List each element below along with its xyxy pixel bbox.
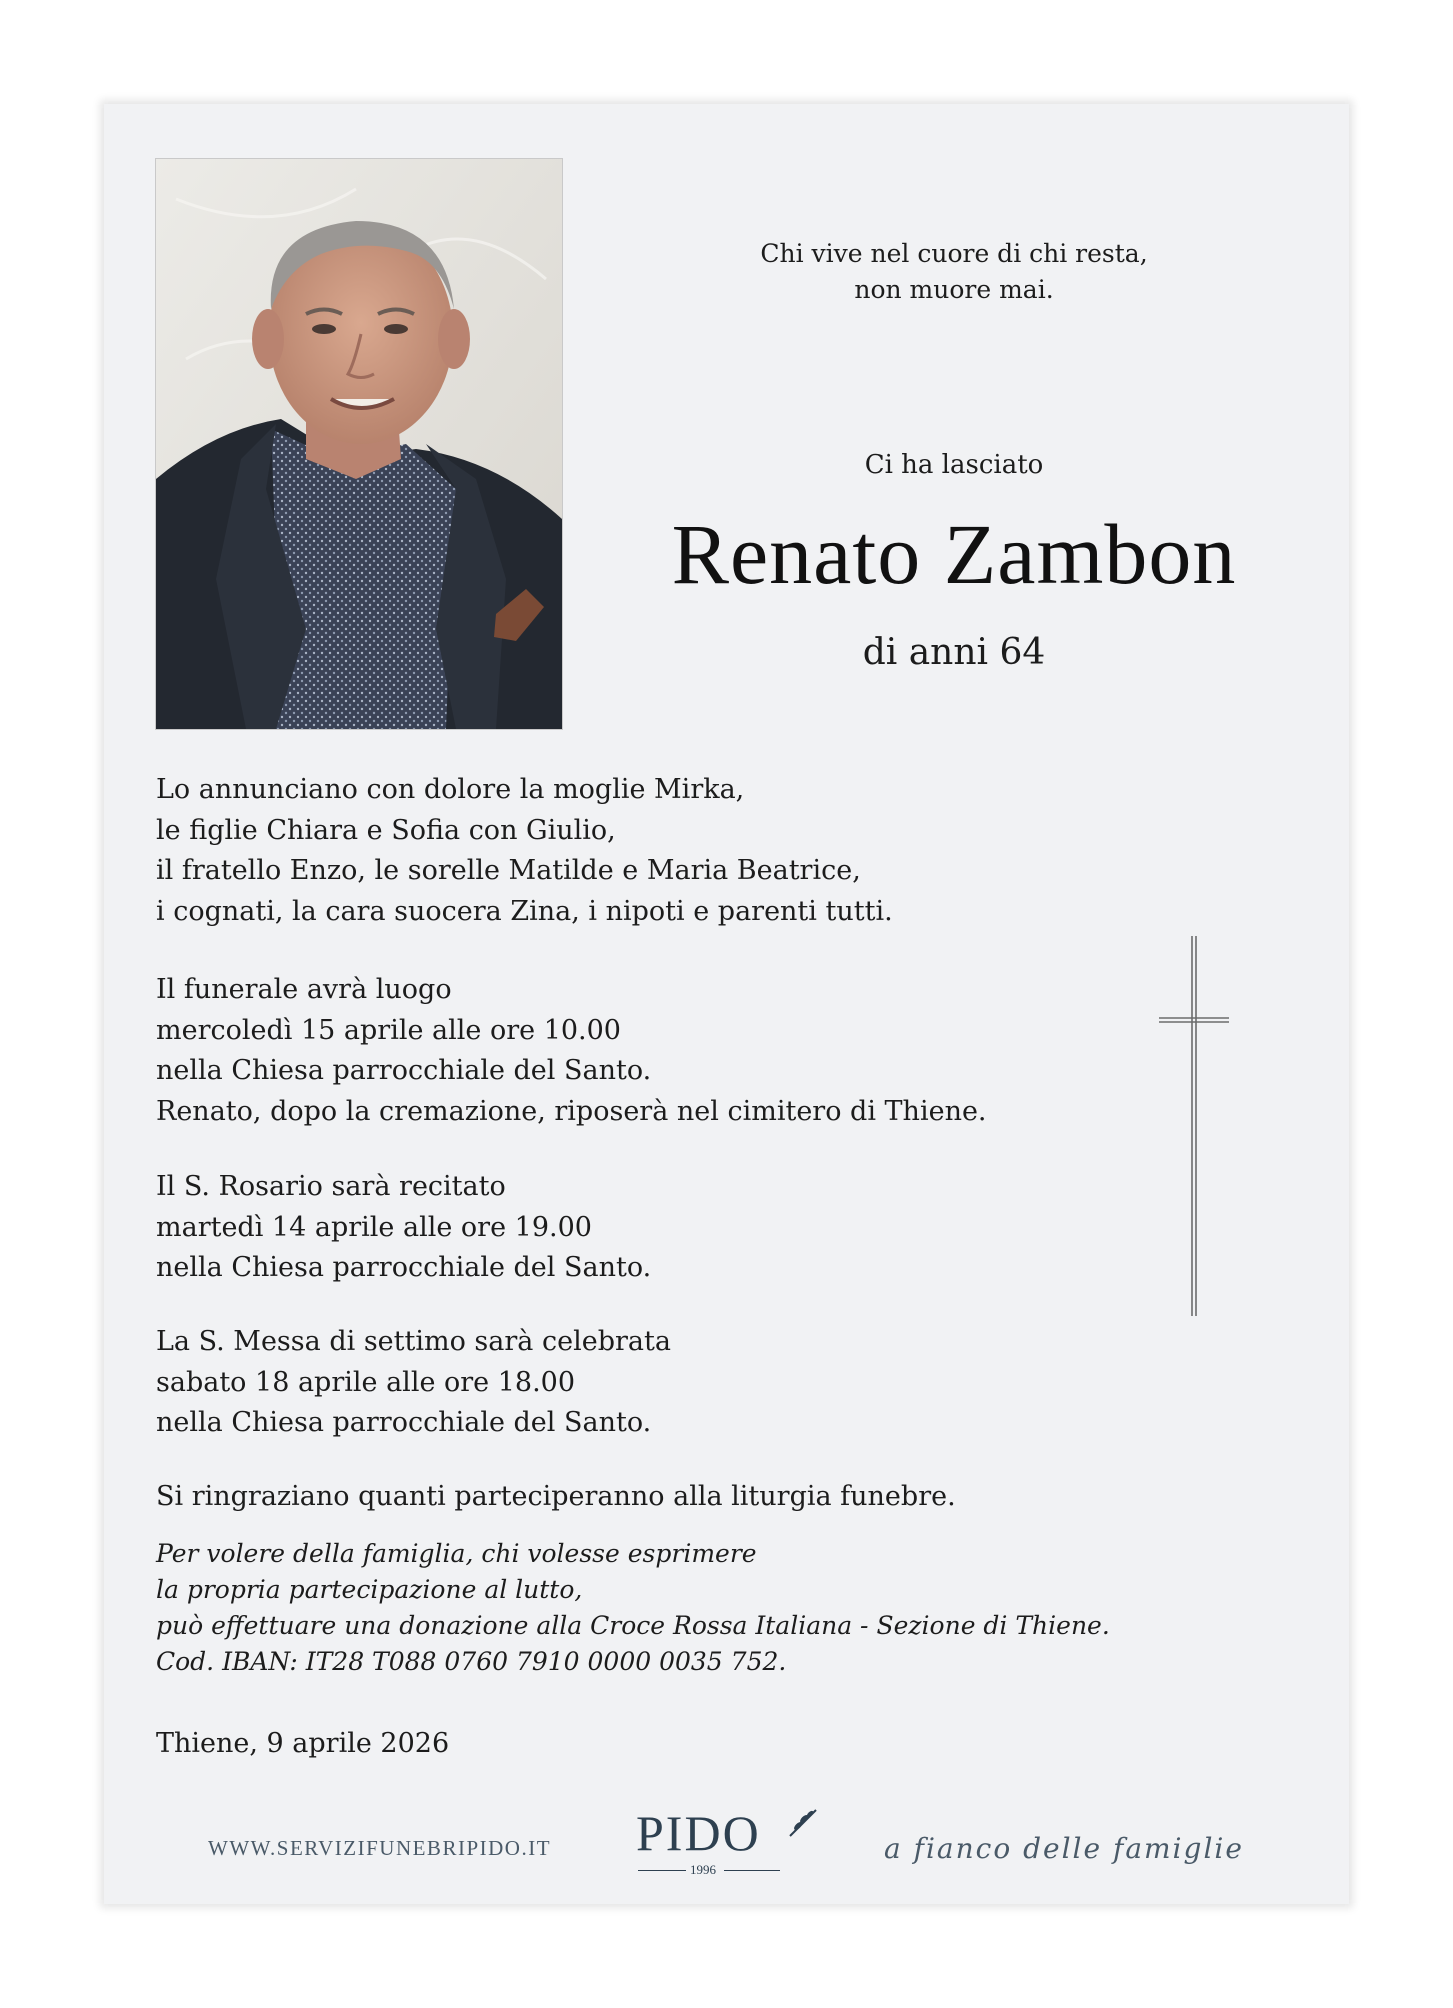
text-line: il fratello Enzo, le sorelle Matilde e Maria Beatrice, (156, 855, 861, 886)
donation-block (156, 1536, 1156, 1680)
epigraph-line: Chi vive nel cuore di chi resta, (760, 239, 1148, 268)
pido-logo (636, 1804, 816, 1879)
text-line: Per volere della famiglia, chi volesse esprimere (156, 1539, 757, 1568)
text-line: i cognati, la cara suocera Zina, i nipoti e parenti tutti. (156, 895, 893, 927)
place-date (156, 1724, 1156, 1765)
text-line: Thiene, 9 aprile 2026 (156, 1728, 450, 1759)
text-line: sabato 18 aprile alle ore 18.00 (156, 1366, 576, 1398)
text-line: può effettuare una donazione alla Croce Rossa Italiana - Sezione di Thiene. (156, 1611, 1110, 1640)
olive-branch-icon (786, 1806, 820, 1840)
deceased-name: Renato Zambon (671, 506, 1237, 602)
text-line: Il funerale avrà luogo (156, 974, 452, 1005)
tagline: a fianco delle famiglie (884, 1832, 1244, 1865)
text-line: Il S. Rosario sarà recitato (156, 1171, 506, 1202)
rosary-block (156, 1167, 1156, 1289)
text-line: la propria partecipazione al lutto, (156, 1575, 583, 1604)
logo-rule (724, 1870, 780, 1871)
text-line: Si ringraziano quanti parteciperanno alla liturgia funebre. (156, 1481, 956, 1512)
text-line: nella Chiesa parrocchiale del Santo. (156, 1252, 652, 1283)
text-line: martedì 14 aprile alle ore 19.00 (156, 1211, 592, 1243)
intro-text: Ci ha lasciato (864, 450, 1044, 480)
funeral-block (156, 970, 1156, 1132)
epigraph (654, 236, 1254, 308)
text-line: mercoledì 15 aprile alle ore 10.00 (156, 1014, 621, 1046)
cross-icon (1159, 936, 1229, 1316)
text-line: Cod. IBAN: IT28 T088 0760 7910 0000 0035 752. (156, 1647, 787, 1676)
text-line: nella Chiesa parrocchiale del Santo. (156, 1055, 652, 1086)
logo-rule (638, 1870, 686, 1871)
deceased-age: di anni 64 (862, 632, 1046, 673)
obituary-card (104, 104, 1349, 1904)
website-link[interactable]: WWW.SERVIZIFUNEBRIPIDO.IT (208, 1836, 552, 1860)
epigraph-line: non muore mai. (854, 275, 1054, 304)
portrait-illustration (156, 159, 562, 729)
text-line: Renato, dopo la cremazione, riposerà nel cimitero di Thiene. (156, 1095, 987, 1127)
logo-text: PIDO (636, 1805, 761, 1861)
text-line: nella Chiesa parrocchiale del Santo. (156, 1407, 652, 1438)
announcement-block (156, 770, 1156, 932)
text-line: Lo annunciano con dolore la moglie Mirka, (156, 774, 745, 805)
text-line: le figlie Chiara e Sofia con Giulio, (156, 814, 616, 846)
mass-block (156, 1322, 1156, 1444)
thanks-block (156, 1477, 1156, 1518)
text-line: La S. Messa di settimo sarà celebrata (156, 1326, 671, 1357)
logo-year: 1996 (690, 1862, 716, 1877)
portrait-photo (156, 159, 562, 729)
